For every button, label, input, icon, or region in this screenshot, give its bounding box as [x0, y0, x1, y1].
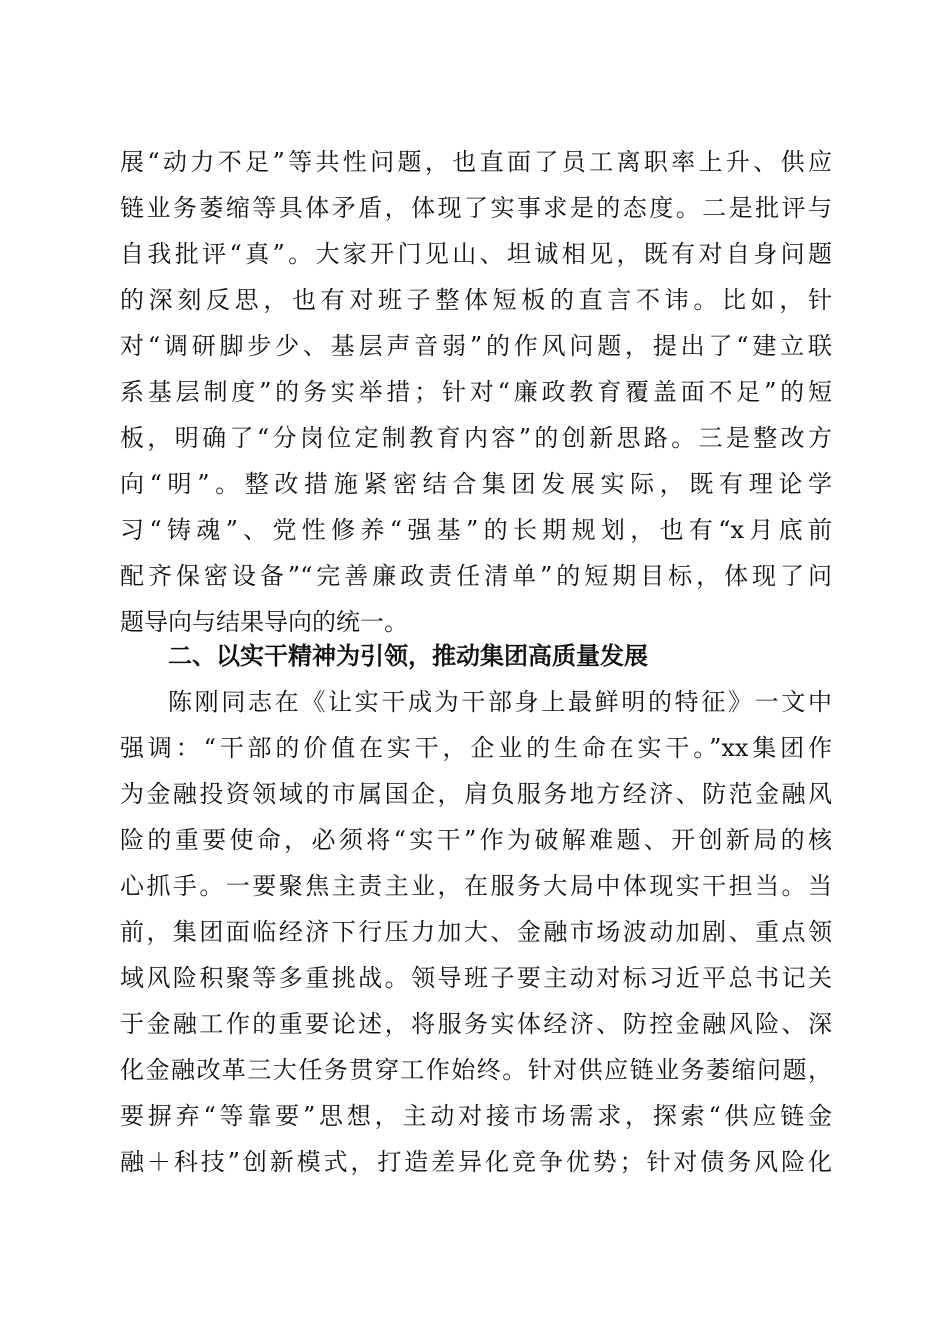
text-line: 题导向与结果导向的统一。	[120, 608, 408, 636]
text-line: 的深刻反思，也有对班子整体短板的直言不讳。比如，针	[120, 286, 832, 314]
text-line: 陈刚同志在《让实干成为干部身上最鲜明的特征》一文中	[168, 688, 832, 716]
text-line: 对“调研脚步少、基层声音弱”的作风问题，提出了“建立联	[120, 332, 832, 360]
text-line: 系基层制度”的务实举措；针对“廉政教育覆盖面不足”的短	[120, 378, 832, 406]
text-line: 板，明确了“分岗位定制教育内容”的创新思路。三是整改方	[120, 424, 832, 452]
text-line: 于金融工作的重要论述，将服务实体经济、防控金融风险、深	[120, 1010, 832, 1038]
text-line: 心抓手。一要聚焦主责主业，在服务大局中体现实干担当。当	[120, 872, 832, 900]
text-line: 险的重要使命，必须将“实干”作为破解难题、开创新局的核	[120, 826, 832, 854]
section-heading: 二、以实干精神为引领，推动集团高质量发展	[168, 642, 648, 670]
text-line: 强调：“干部的价值在实干，企业的生命在实干。”xx集团作	[120, 734, 832, 762]
text-line: 前，集团面临经济下行压力加大、金融市场波动加剧、重点领	[120, 918, 832, 946]
body-paragraph-1	[120, 139, 832, 645]
body-paragraph-2	[120, 679, 832, 1185]
text-line: 域风险积聚等多重挑战。领导班子要主动对标习近平总书记关	[120, 964, 832, 992]
text-line: 为金融投资领域的市属国企，肩负服务地方经济、防范金融风	[120, 780, 832, 808]
text-line: 要摒弃“等靠要”思想，主动对接市场需求，探索“供应链金	[120, 1102, 832, 1130]
text-line: 自我批评“真”。大家开门见山、坦诚相见，既有对自身问题	[120, 240, 832, 268]
text-line: 向“明”。整改措施紧密结合集团发展实际，既有理论学	[120, 470, 832, 498]
section-2-heading-block	[120, 633, 832, 679]
text-line: 配齐保密设备”“完善廉政责任清单”的短期目标，体现了问	[120, 562, 832, 590]
text-line: 化金融改革三大任务贯穿工作始终。针对供应链业务萎缩问题，	[120, 1056, 832, 1084]
text-line: 链业务萎缩等具体矛盾，体现了实事求是的态度。二是批评与	[120, 194, 832, 222]
text-line: 融＋科技”创新模式，打造差异化竞争优势；针对债务风险化	[120, 1148, 832, 1176]
text-line: 展“动力不足”等共性问题，也直面了员工离职率上升、供应	[120, 148, 832, 176]
text-line: 习“铸魂”、党性修养“强基”的长期规划，也有“x月底前	[120, 516, 832, 544]
